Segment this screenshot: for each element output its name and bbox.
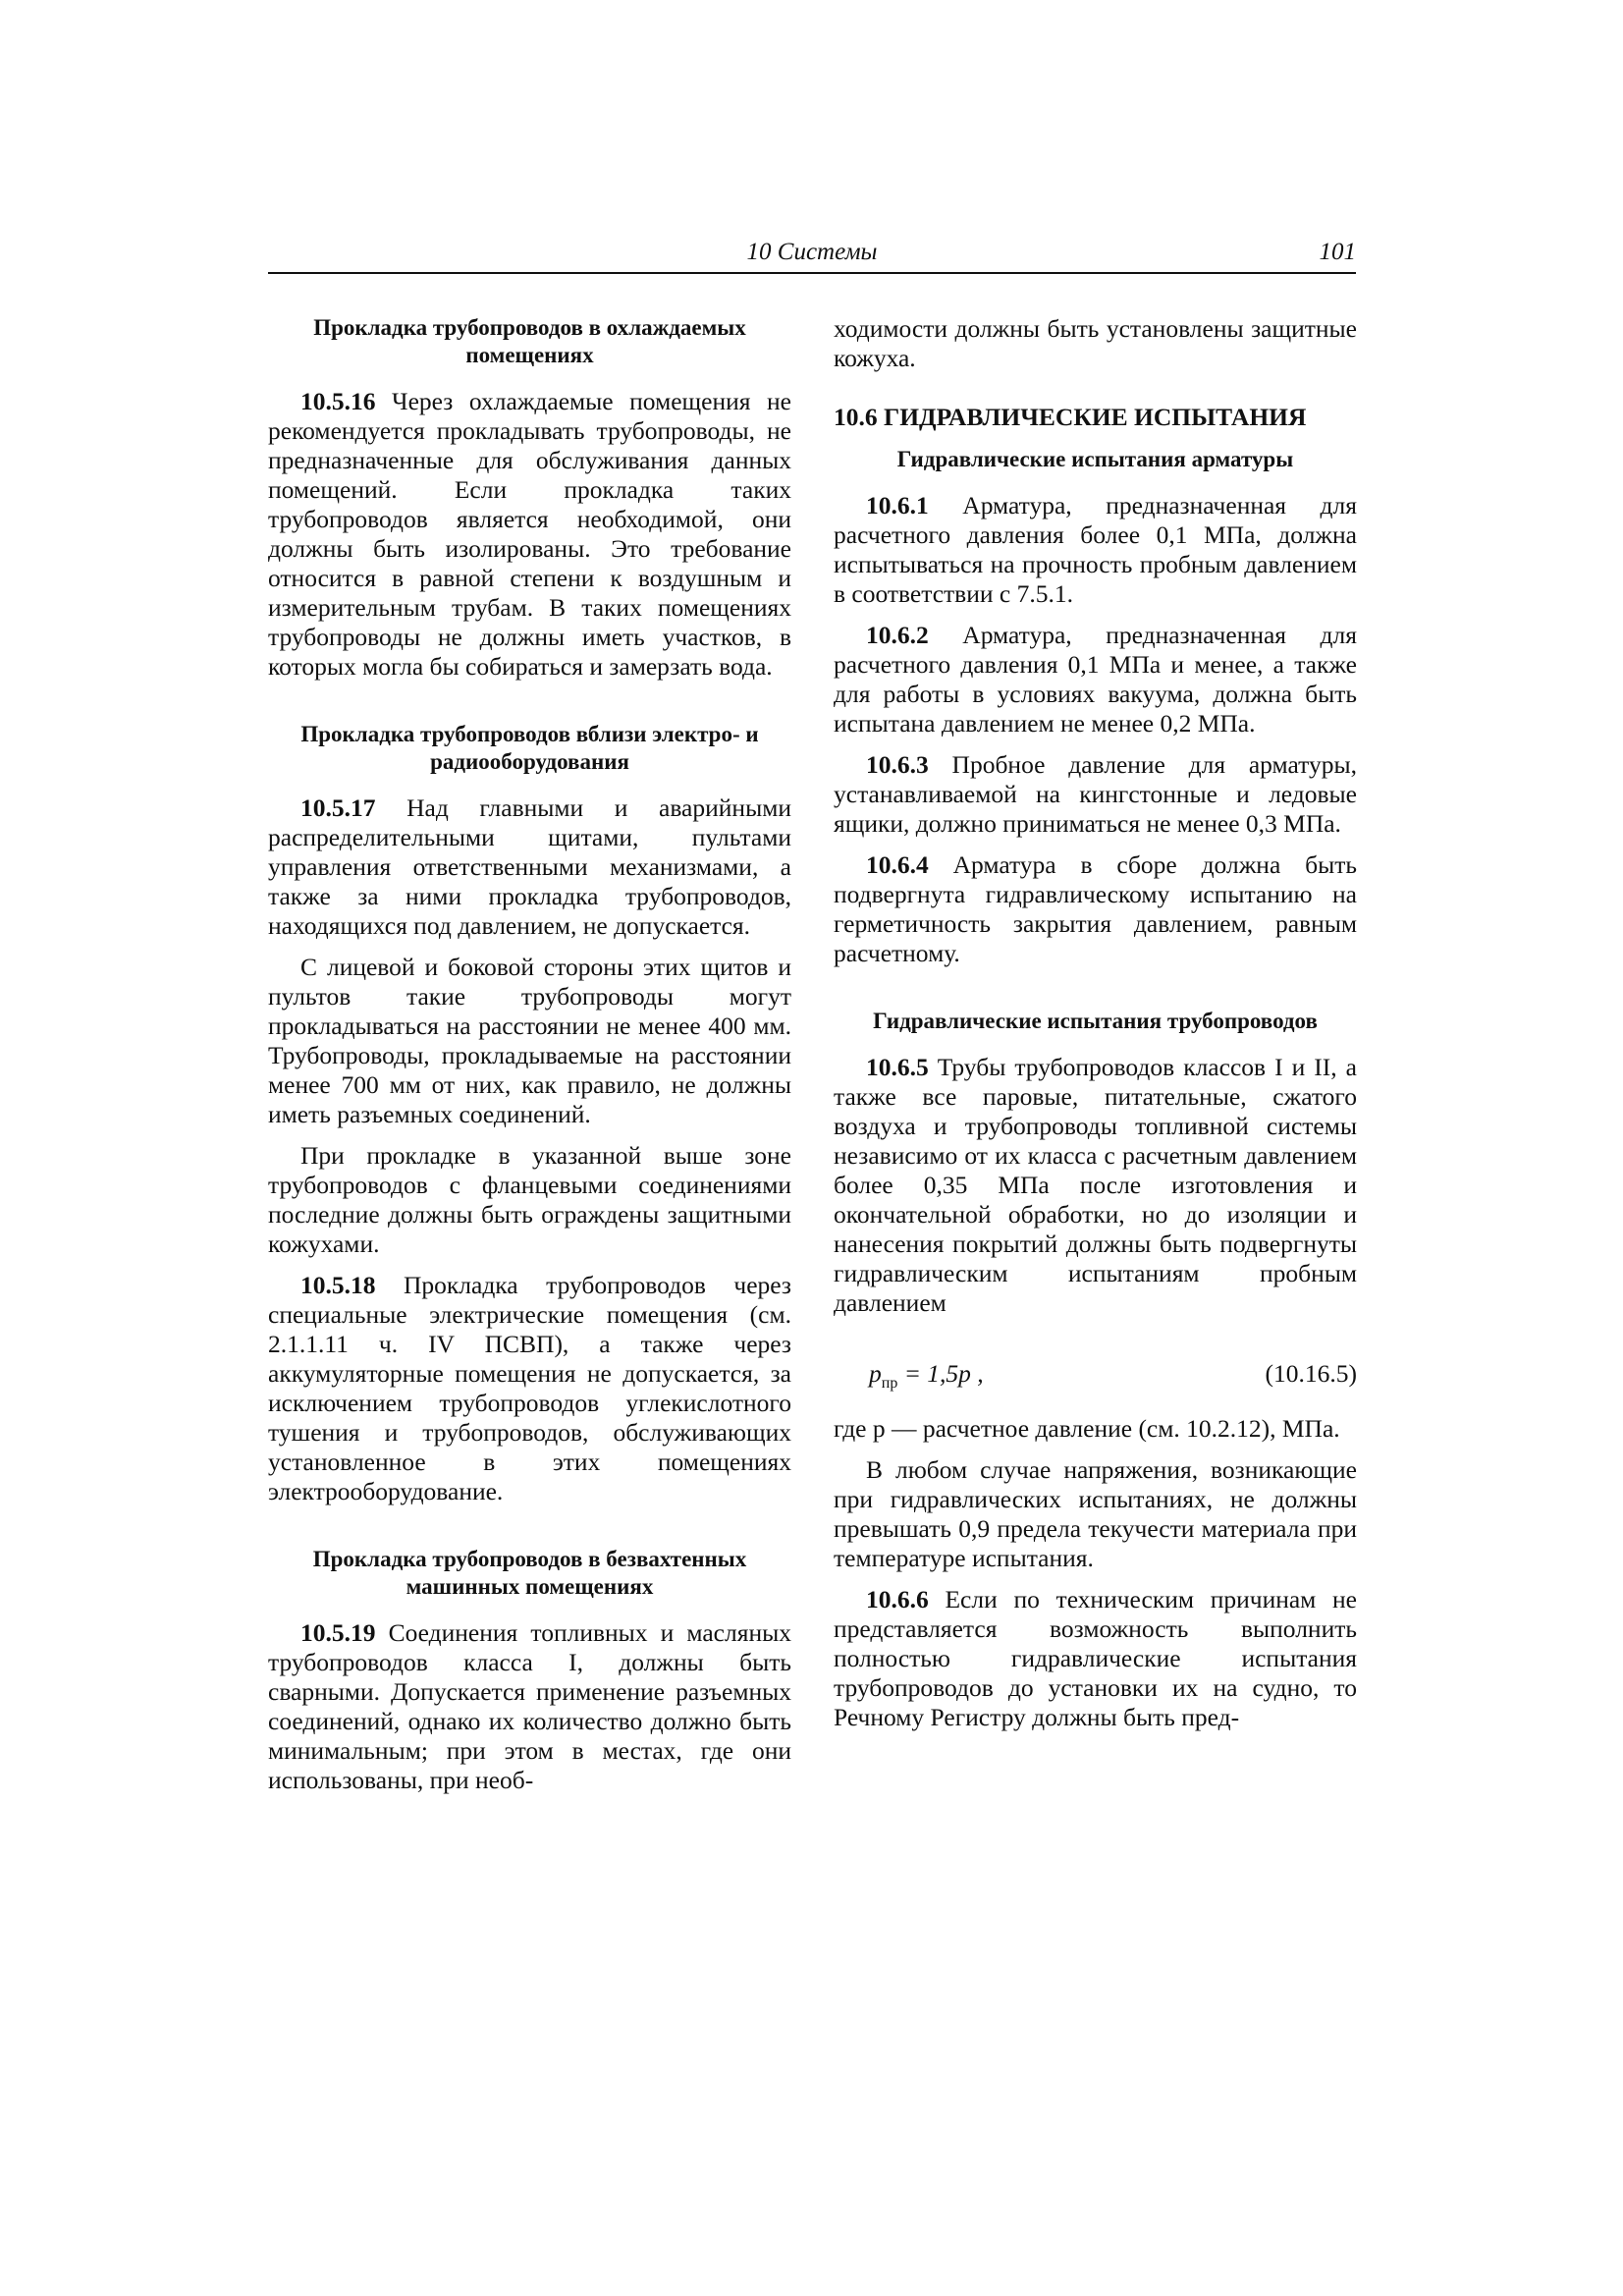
left-column <box>268 314 791 1807</box>
paragraph <box>268 1271 791 1506</box>
clause-text: Если по техническим причинам не представляется возможность выполнить полностью гидравлические испытания трубопроводов до установки их на судно, то Речному Регистру должны быть пред- <box>834 1585 1357 1731</box>
formula <box>834 1351 1357 1394</box>
clause-text: Над главными и аварийными распределительными щитами, пультами управления ответственными механизмами, а также за ними прокладка трубопроводов, находящихся под давлением, не допускается. <box>268 793 791 940</box>
subheading: Прокладка трубопроводов в охлаждаемых помещениях <box>313 315 746 367</box>
paragraph <box>834 1053 1357 1318</box>
right-column <box>834 314 1357 1744</box>
clause-number: 10.5.19 <box>300 1618 376 1647</box>
chapter-title: 10 Системы <box>746 239 878 265</box>
clause-text: Арматура, предназначенная для расчетного давления 0,1 МПа и менее, а также для работы в условиях вакуума, должна быть испытана давлением не менее 0,2 МПа. <box>834 621 1357 738</box>
formula-expression <box>869 1359 984 1398</box>
clause-number: 10.6.1 <box>866 491 929 519</box>
subheading: Гидравлические испытания трубопроводов <box>873 1009 1318 1033</box>
clause-number: 10.6.5 <box>866 1053 929 1081</box>
clause-number: 10.6.6 <box>866 1585 929 1613</box>
subheading: Прокладка трубопроводов в безвахтенных машинных помещениях <box>312 1547 747 1599</box>
paragraph: При прокладке в указанной выше зоне трубопроводов с фланцевыми соединениями последние должны быть ограждены защитными кожухами. <box>268 1141 791 1258</box>
clause-number: 10.6.2 <box>866 621 929 649</box>
clause-number: 10.5.17 <box>300 793 376 822</box>
paragraph <box>834 850 1357 968</box>
paragraph <box>834 491 1357 609</box>
clause-number: 10.6.3 <box>866 750 929 779</box>
paragraph-continued: ходимости должны быть установлены защитные кожуха. <box>834 314 1357 372</box>
clause-number: 10.5.16 <box>300 387 376 415</box>
clause-text: Трубы трубопроводов классов I и II, а также все паровые, питательные, сжатого воздуха и трубопроводы топливной системы независимо от их класса с расчетным давлением более 0,35 МПа после изготовления и окончательной обработки, но до изоляции и нанесения покрытий должны быть подвергнуты гидравлическим испытаниям пробным давлением <box>834 1053 1357 1317</box>
formula-variable: p <box>869 1359 882 1388</box>
clause-number: 10.6.4 <box>866 850 929 879</box>
clause-text: Соединения топливных и масляных трубопроводов класса I, должны быть сварными. Допускается применение разъемных соединений, однако их количество должно быть минимальным; при этом в местах, где они использованы, при необ- <box>268 1618 791 1794</box>
clause-text: Арматура, предназначенная для расчетного давления более 0,1 МПа, должна испытываться на прочность пробным давлением в соответствии с 7.5.1. <box>834 491 1357 608</box>
subheading: Прокладка трубопроводов вблизи электро- и радиооборудования <box>300 722 759 774</box>
paragraph <box>834 621 1357 738</box>
paragraph <box>834 750 1357 839</box>
formula-rhs: = 1,5p , <box>897 1359 984 1388</box>
paragraph <box>268 1618 791 1795</box>
clause-number: 10.5.18 <box>300 1271 376 1299</box>
paragraph <box>268 387 791 682</box>
clause-text: Через охлаждаемые помещения не рекомендуется прокладывать трубопроводы, не предназначенные для обслуживания данных помещений. Если прокладка таких трубопроводов является необходимой, они должны быть изолированы. Это требование относится в равной степени к воздушным и измерительным трубам. В таких помещениях трубопроводы не должны иметь участков, в которых могла бы собираться и замерзать вода. <box>268 387 791 681</box>
formula-number: (10.16.5) <box>1265 1359 1357 1388</box>
formula-subscript: пр <box>881 1375 898 1393</box>
subheading: Гидравлические испытания арматуры <box>896 447 1294 471</box>
paragraph <box>268 793 791 941</box>
clause-text: Пробное давление для арматуры, устанавливаемой на кингстонные и ледовые ящики, должно приниматься не менее 0,3 МПа. <box>834 750 1357 838</box>
paragraph: где p — расчетное давление (см. 10.2.12), МПа. <box>834 1414 1340 1443</box>
paragraph: С лицевой и боковой стороны этих щитов и пультов такие трубопроводы могут прокладываться на расстоянии не менее 400 мм. Трубопроводы, прокладываемые на расстоянии менее 700 мм от них, как правило, не должны иметь разъемных соединений. <box>268 953 791 1128</box>
page-number: 101 <box>1319 239 1356 265</box>
section-heading: 10.6 ГИДРАВЛИЧЕСКИЕ ИСПЫТАНИЯ <box>834 403 1307 431</box>
clause-text: Прокладка трубопроводов через специальные электрические помещения (см. 2.1.1.11 ч. IV ПСВП), а также через аккумуляторные помещения не допускается, за исключением трубопроводов углекислотного тушения и трубопроводов, обслуживающих установленное в этих помещениях электрооборудование. <box>268 1271 791 1505</box>
paragraph <box>834 1585 1357 1732</box>
clause-text: Арматура в сборе должна быть подвергнута гидравлическому испытанию на герметичность закрытия давлением, равным расчетному. <box>834 850 1357 967</box>
running-header <box>268 237 1356 274</box>
paragraph: В любом случае напряжения, возникающие при гидравлических испытаниях, не должны превышать 0,9 предела текучести материала при температуре испытания. <box>834 1455 1357 1572</box>
